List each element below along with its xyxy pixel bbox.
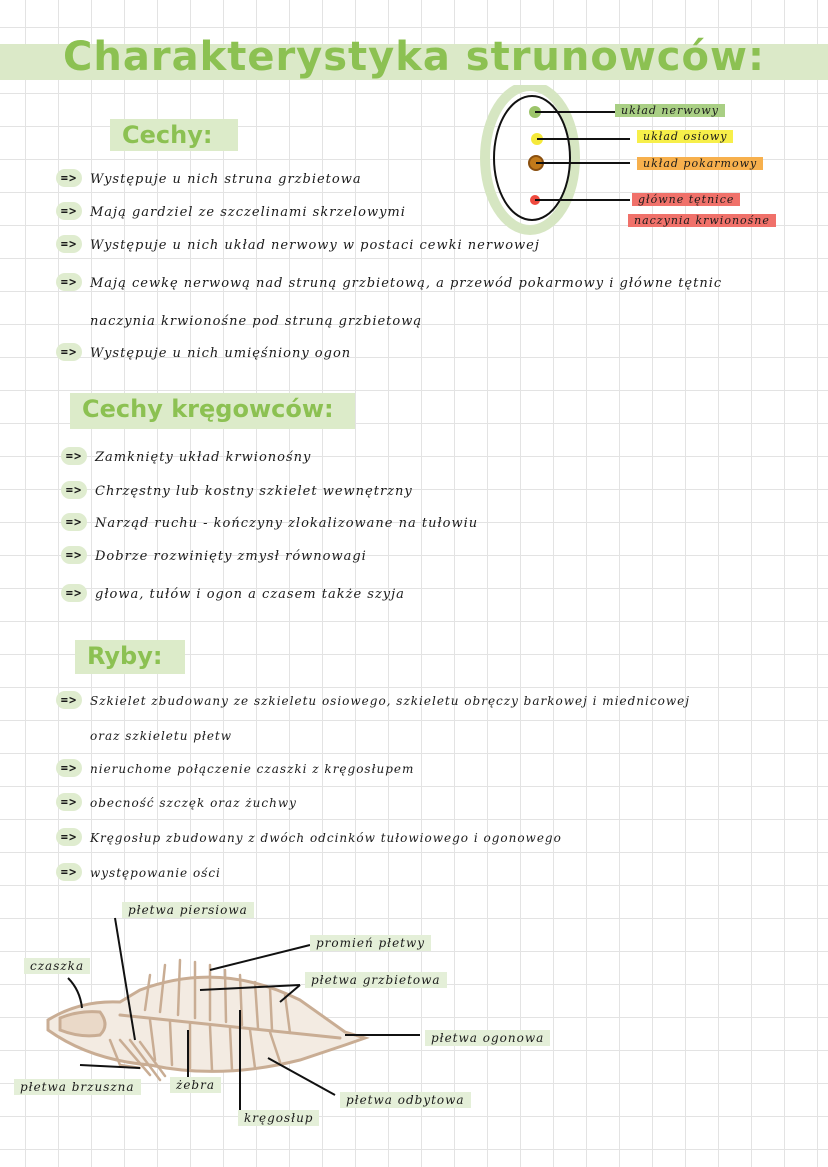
- list-item: => Narząd ruchu - kończyny zlokalizowane na tułowiu: [95, 516, 478, 531]
- fish-label-pletwa-brzuszna: płetwa brzuszna: [14, 1079, 141, 1095]
- label-uklad-nerwowy: układ nerwowy: [615, 104, 725, 117]
- fish-label-pletwa-ogonowa: płetwa ogonowa: [425, 1030, 550, 1046]
- fish-label-czaszka: czaszka: [24, 958, 90, 974]
- fish-label-pletwa-odbytowa: płetwa odbytowa: [340, 1092, 471, 1108]
- heading-cechy: Cechy:: [110, 119, 238, 151]
- fish-label-zebra: żebra: [170, 1077, 221, 1093]
- list-item: => Występuje u nich struna grzbietowa: [90, 172, 362, 187]
- fish-label-kregoslup: kręgosłup: [238, 1110, 319, 1126]
- cross-section-diagram: [470, 85, 630, 235]
- list-item: => Zamknięty układ krwionośny: [95, 450, 311, 465]
- heading-ryby: Ryby:: [75, 640, 185, 674]
- list-item: => głowa, tułów i ogon a czasem także szyja: [95, 587, 405, 602]
- page-title: Charakterystyka strunowców:: [63, 34, 765, 80]
- heading-cechy-kregowcow: Cechy kręgowców:: [70, 393, 355, 429]
- label-naczynia-krwionosne: naczynia krwionośne: [628, 214, 776, 227]
- list-item: => Mają gardziel ze szczelinami skrzelowymi: [90, 205, 406, 220]
- fish-label-pletwa-piersiowa: płetwa piersiowa: [122, 902, 254, 918]
- label-uklad-pokarmowy: układ pokarmowy: [637, 157, 763, 170]
- fish-label-promien-pletwy: promień płetwy: [310, 935, 431, 951]
- list-item-continued: oraz szkieletu płetw: [90, 729, 233, 743]
- list-item: => obecność szczęk oraz żuchwy: [90, 796, 297, 811]
- label-uklad-osiowy: układ osiowy: [637, 130, 733, 143]
- list-item: => nieruchome połączenie czaszki z kręgosłupem: [90, 762, 414, 777]
- list-item: => Występuje u nich układ nerwowy w postaci cewki nerwowej: [90, 238, 540, 253]
- list-item: => Chrzęstny lub kostny szkielet wewnętrzny: [95, 484, 413, 499]
- list-item: => Mają cewkę nerwową nad struną grzbietową, a przewód pokarmowy i główne tętnic: [90, 276, 722, 291]
- fish-skeleton-diagram: [0, 890, 828, 1167]
- list-item: => Kręgosłup zbudowany z dwóch odcinków tułowiowego i ogonowego: [90, 831, 562, 846]
- list-item-continued: naczynia krwionośne pod struną grzbietową: [90, 314, 423, 329]
- label-glowne-tetnice: główne tętnice: [632, 193, 740, 206]
- list-item: => Dobrze rozwinięty zmysł równowagi: [95, 549, 367, 564]
- fish-label-pletwa-grzbietowa: płetwa grzbietowa: [305, 972, 447, 988]
- list-item: => Szkielet zbudowany ze szkieletu osiowego, szkieletu obręczy barkowej i miednicowej: [90, 694, 690, 709]
- list-item: => Występuje u nich umięśniony ogon: [90, 346, 351, 361]
- list-item: => występowanie ości: [90, 866, 221, 881]
